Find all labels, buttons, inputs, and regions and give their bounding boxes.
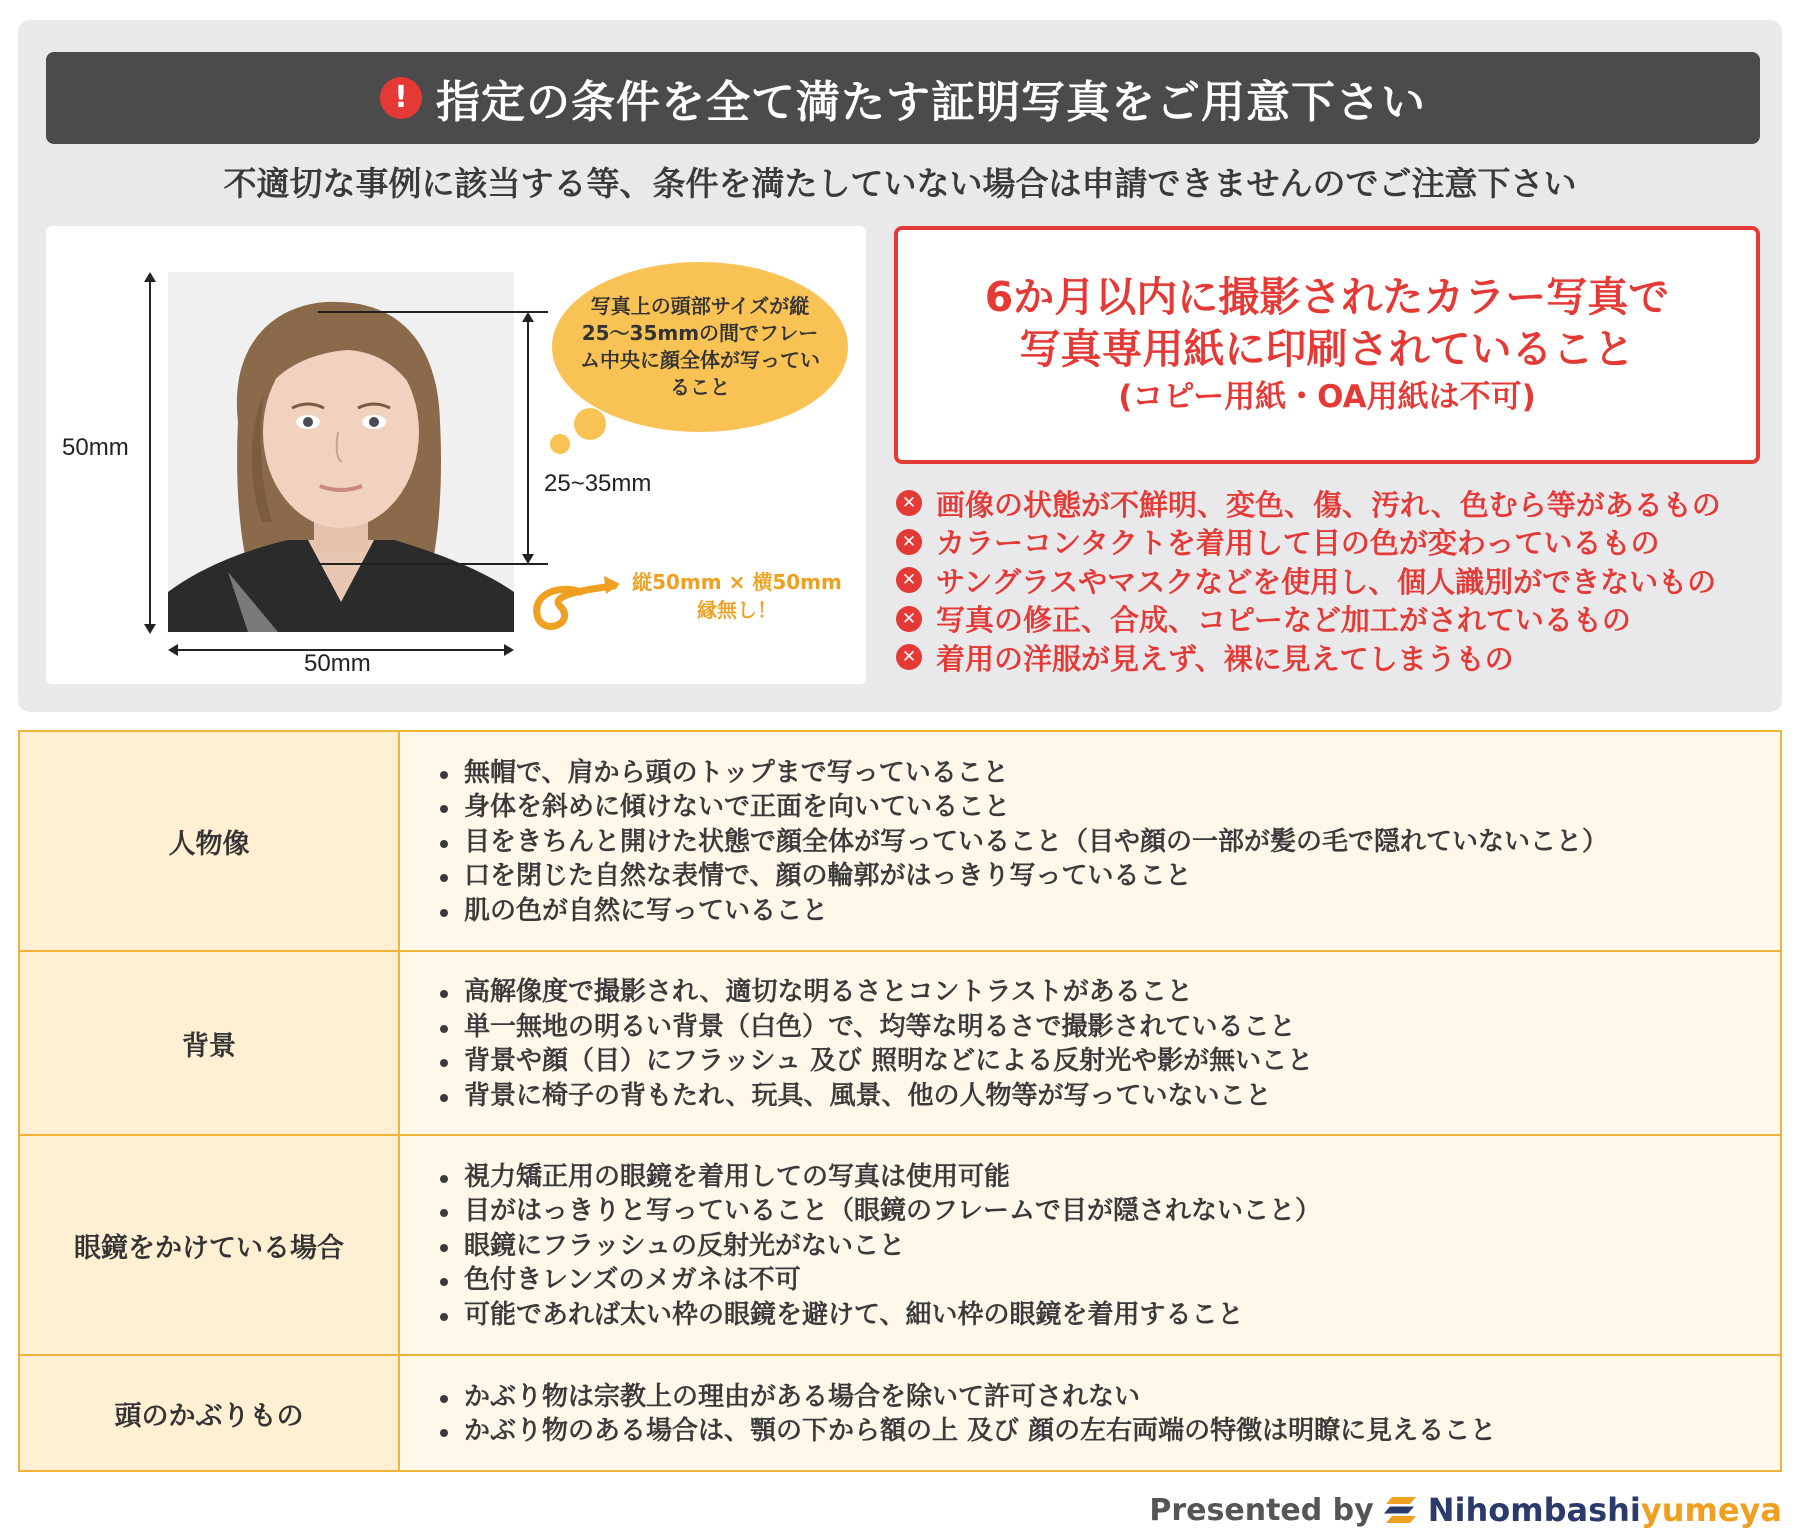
row-heading: 人物像 bbox=[19, 731, 399, 951]
brand-name-accent: yumeya bbox=[1640, 1491, 1782, 1529]
table-row bbox=[19, 1135, 1781, 1355]
size-note-line2: 縁無し！ bbox=[697, 598, 777, 622]
cross-icon: ✕ bbox=[896, 644, 922, 670]
warning-banner bbox=[46, 52, 1760, 144]
requirement-line2: 写真専用紙に印刷されていること bbox=[1019, 325, 1635, 373]
row-content bbox=[399, 1355, 1781, 1471]
list-item: 肌の色が自然に写っていること bbox=[440, 894, 1756, 929]
cross-icon: ✕ bbox=[896, 567, 922, 593]
ng-list bbox=[896, 484, 1776, 677]
size-note-line1: 縦50mm × 横50mm bbox=[632, 570, 842, 594]
list-item: 目をきちんと開けた状態で顔全体が写っていること（目や顔の一部が髪の毛で隠れていないこと） bbox=[440, 825, 1756, 860]
bubble-dot-large bbox=[574, 408, 606, 440]
ng-item bbox=[896, 561, 1776, 600]
bubble-text: 写真上の頭部サイズが縦25～35mmの間でフレーム中央に顔全体が写っていること bbox=[580, 294, 820, 399]
list-item: 身体を斜めに傾けないで正面を向いていること bbox=[440, 790, 1756, 825]
list-item: 単一無地の明るい背景（白色）で、均等な明るさで撮影されていること bbox=[440, 1010, 1756, 1045]
footer-credit bbox=[1149, 1490, 1782, 1530]
ng-item-text: 写真の修正、合成、コピーなど加工がされているもの bbox=[936, 603, 1631, 638]
height-label: 50mm bbox=[62, 434, 129, 461]
row-heading: 背景 bbox=[19, 951, 399, 1135]
list-item: 高解像度で撮影され、適切な明るさとコントラストがあること bbox=[440, 975, 1756, 1010]
brand-logo-icon bbox=[1384, 1495, 1418, 1525]
row-content bbox=[399, 1135, 1781, 1355]
row-content bbox=[399, 731, 1781, 951]
brand-name-main: Nihombashi bbox=[1427, 1491, 1641, 1529]
width-label: 50mm bbox=[304, 650, 371, 677]
cross-icon: ✕ bbox=[896, 606, 922, 632]
row-content bbox=[399, 951, 1781, 1135]
requirement-box bbox=[894, 226, 1760, 464]
list-item: 眼鏡にフラッシュの反射光がないこと bbox=[440, 1229, 1756, 1264]
requirement-line1: 6か月以内に撮影されたカラー写真で bbox=[984, 273, 1670, 321]
requirement-note: (コピー用紙・OA用紙は不可) bbox=[1118, 379, 1536, 415]
ng-item bbox=[896, 484, 1776, 523]
exclamation-icon: ! bbox=[380, 77, 422, 119]
ng-item bbox=[896, 523, 1776, 562]
table-row bbox=[19, 731, 1781, 951]
list-item: 色付きレンズのメガネは不可 bbox=[440, 1263, 1756, 1298]
height-dimension-arrow bbox=[140, 272, 160, 634]
cross-icon: ✕ bbox=[896, 490, 922, 516]
thought-bubble bbox=[552, 262, 848, 432]
head-size-guide bbox=[318, 306, 554, 570]
list-item: 背景に椅子の背もたれ、玩具、風景、他の人物等が写っていないこと bbox=[440, 1079, 1756, 1114]
ng-item-text: 着用の洋服が見えず、裸に見えてしまうもの bbox=[936, 641, 1514, 676]
table-row bbox=[19, 1355, 1781, 1471]
ng-item-text: サングラスやマスクなどを使用し、個人識別ができないもの bbox=[936, 564, 1717, 599]
list-item: かぶり物は宗教上の理由がある場合を除いて許可されない bbox=[440, 1380, 1756, 1415]
ng-item bbox=[896, 600, 1776, 639]
presented-by-text: Presented by bbox=[1149, 1492, 1374, 1528]
ng-item-text: カラーコンタクトを着用して目の色が変わっているもの bbox=[936, 526, 1660, 561]
size-note bbox=[622, 568, 852, 624]
head-size-label: 25~35mm bbox=[544, 470, 652, 497]
list-item: かぶり物のある場合は、顎の下から額の上 及び 顔の左右両端の特徴は明瞭に見えること bbox=[440, 1414, 1756, 1449]
ng-item-text: 画像の状態が不鮮明、変色、傷、汚れ、色むら等があるもの bbox=[936, 487, 1721, 522]
subtitle: 不適切な事例に該当する等、条件を満たしていない場合は申請できませんのでご注意下さい bbox=[223, 164, 1577, 203]
rules-table bbox=[18, 730, 1782, 1472]
swirl-arrow-icon bbox=[520, 572, 624, 642]
list-item: 背景や顔（目）にフラッシュ 及び 照明などによる反射光や影が無いこと bbox=[440, 1044, 1756, 1079]
row-heading: 頭のかぶりもの bbox=[19, 1355, 399, 1471]
bubble-dot-small bbox=[550, 434, 570, 454]
list-item: 無帽で、肩から頭のトップまで写っていること bbox=[440, 756, 1756, 791]
banner-title: 指定の条件を全て満たす証明写真をご用意下さい bbox=[436, 77, 1426, 128]
brand-name[interactable] bbox=[1428, 1491, 1782, 1529]
list-item: 視力矯正用の眼鏡を着用しての写真は使用可能 bbox=[440, 1160, 1756, 1195]
row-heading: 眼鏡をかけている場合 bbox=[19, 1135, 399, 1355]
cross-icon: ✕ bbox=[896, 529, 922, 555]
list-item: 口を閉じた自然な表情で、顔の輪郭がはっきり写っていること bbox=[440, 859, 1756, 894]
ng-item bbox=[896, 638, 1776, 677]
list-item: 目がはっきりと写っていること（眼鏡のフレームで目が隠されないこと） bbox=[440, 1194, 1756, 1229]
table-row bbox=[19, 951, 1781, 1135]
list-item: 可能であれば太い枠の眼鏡を避けて、細い枠の眼鏡を着用すること bbox=[440, 1298, 1756, 1333]
